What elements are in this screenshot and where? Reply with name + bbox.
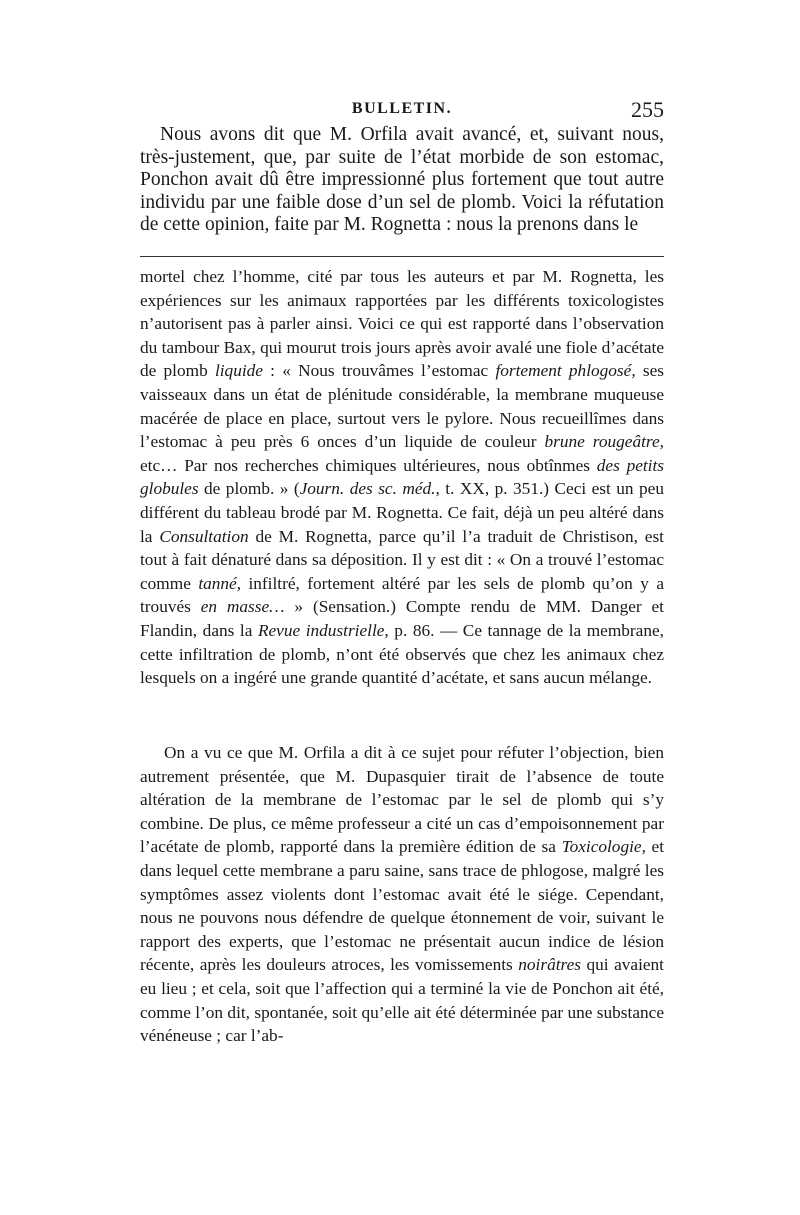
note-text: et dans lequel cette membrane a paru saine, sans trace de phlogose, malgré les symptômes assez violents dont l’estomac avait été le siége. Cependant, nous ne pouvons nous défendre de quelque étonnement de voir, suivant le rapport des experts, que l’estomac ne présentait aucun indice de lésion récente, après les douleurs atroces, les vomissements xyxy=(140,837,665,975)
note-text: t. XX, p. 351.) Ceci est un peu différent du tableau brodé par M. Rognetta. Ce fait, déjà un peu altéré dans la xyxy=(140,479,664,546)
note-text: On a vu ce que M. Orfila a dit à ce sujet pour réfuter l’objection, bien autrement présentée, que M. Dupasquier tirait de l’absence de toute altération de la membrane de l’estomac par le sel de plomb qui s’y combine. De plus, ce même professeur a cité un cas d’empoisonnement par l’acétate de plomb, rapporté dans la première édition de sa xyxy=(140,743,664,857)
note-text: de plomb. » ( xyxy=(198,479,300,499)
running-title: BULLETIN. xyxy=(351,100,453,117)
note-text: etc… Par nos recherches chimiques ultérieures, nous obtînmes xyxy=(140,455,597,475)
note-text: de M. Rognetta, parce qu’il l’a traduit de Christison, est tout à fait dénaturé dans sa déposition. Il y est dit : « On a trouvé l’estomac comme xyxy=(140,526,664,593)
note-text: » (Sensation.) Compte rendu de MM. Danger et Flandin, dans la xyxy=(140,597,664,640)
note-italic: Toxicologie, xyxy=(561,837,646,857)
footnote-paragraph-1 xyxy=(140,265,664,690)
note-italic: Revue industrielle, xyxy=(257,620,389,640)
note-text: mortel chez l’homme, cité par tous les auteurs et par M. Rognetta, les expériences sur les animaux rapportées par les différents toxicologistes n’autorisent pas à parler ainsi. Voici ce qui est rapporté dans l’observation du tambour Bax, qui mourut trois jours après avoir avalé une fiole d’acétate de plomb xyxy=(140,267,664,381)
note-italic: tanné, xyxy=(198,573,242,593)
note-text: : « Nous trouvâmes l’estomac xyxy=(262,361,496,381)
main-paragraph: Nous avons dit que M. Orfila avait avancé, et, suivant nous, très-justement, que, par suite de l’état morbide de son estomac, Ponchon avait dû être impressionné plus fortement que tout autre individu par une faible dose d’un sel de plomb. Voici la réfutation de cette opinion, faite par M. Rognetta : nous la prenons dans le xyxy=(140,124,664,236)
footnote-divider xyxy=(140,256,664,257)
note-text: p. 86. — Ce tannage de la membrane, cette infiltration de plomb, n’ont été observés que chez les animaux chez lesquels on a ingéré une grande quantité d’acétate, et sans aucun mélange. xyxy=(140,620,664,688)
note-text: ses vaisseaux dans un état de plénitude considérable, la membrane muqueuse macérée de place en place, surtout vers le pylore. Nous recueillîmes dans l’estomac à peu près 6 onces d’un liquide de couleur xyxy=(140,361,664,452)
running-head xyxy=(140,97,664,124)
page-number: 255 xyxy=(631,97,664,122)
note-italic: Journ. des sc. méd., xyxy=(299,479,440,499)
footnote-paragraph-2 xyxy=(140,741,664,1048)
note-italic: brune rougeâtre, xyxy=(544,432,664,452)
note-text: infiltré, fortement altéré par les sels de plomb qu’on y a trouvés xyxy=(140,573,665,617)
note-text: qui avaient eu lieu ; et cela, soit que l’affection qui a terminé la vie de Ponchon ait été, comme l’on dit, spontanée, soit qu’elle ait été déterminée par une substance vénéneuse ; car l’ab- xyxy=(140,955,664,1046)
note-italic: liquide xyxy=(214,361,263,381)
note-italic: en masse… xyxy=(200,597,285,617)
note-italic: noirâtres xyxy=(518,955,581,975)
note-italic: des petits globules xyxy=(140,455,665,499)
note-italic: Consultation xyxy=(159,526,249,546)
note-italic: fortement phlogosé, xyxy=(495,361,636,381)
